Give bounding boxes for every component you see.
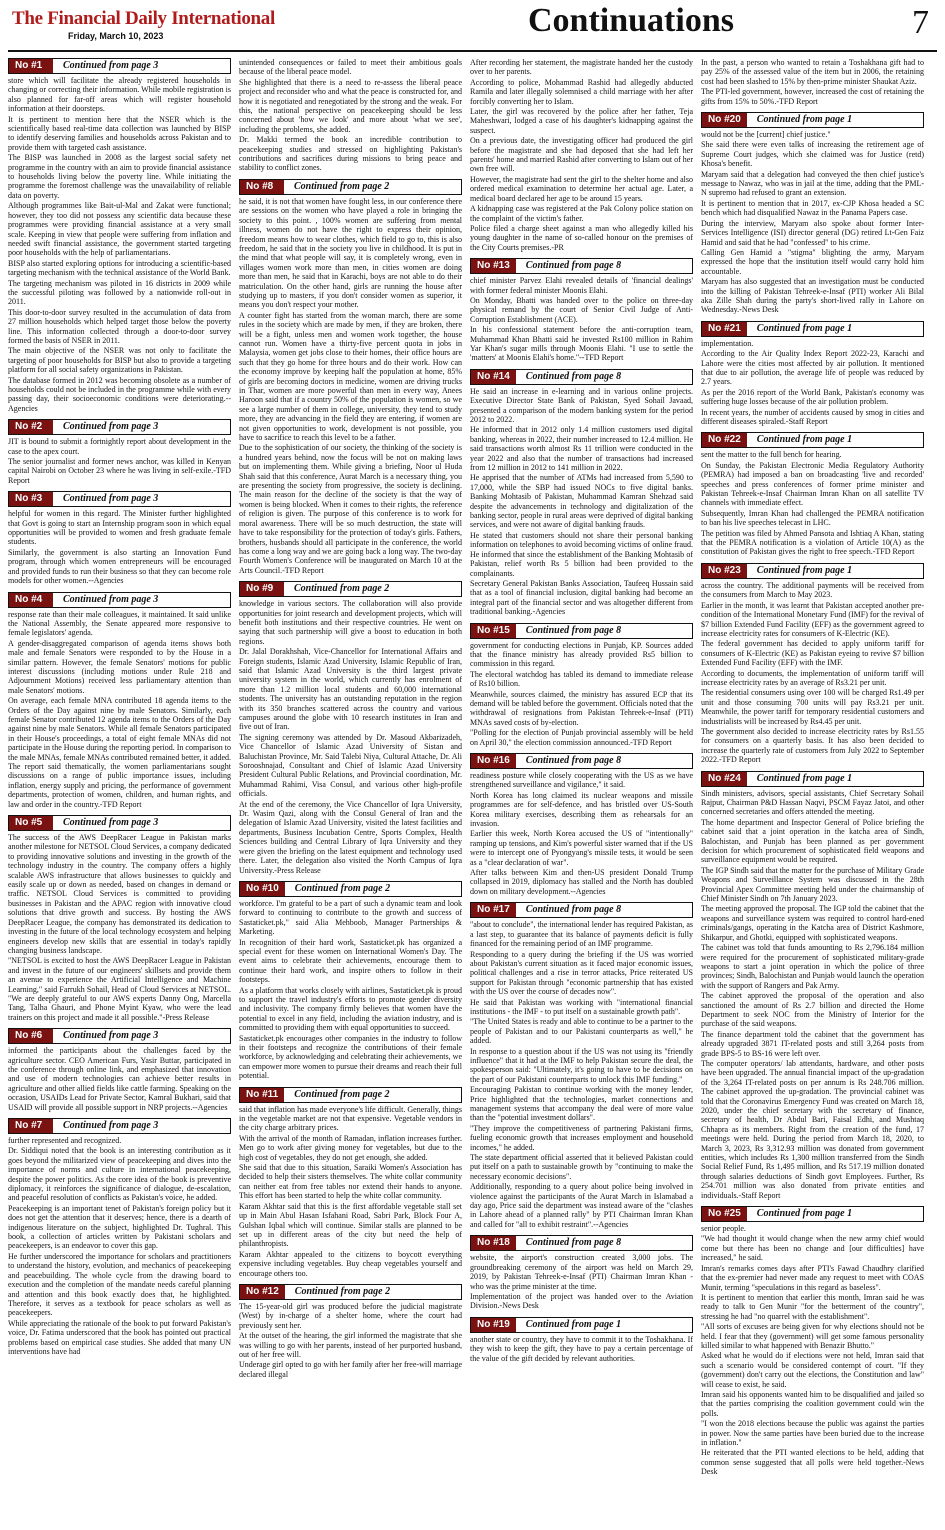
article-header	[701, 771, 924, 787]
continued-from-label: Continued from page 2	[294, 583, 390, 595]
paragraph: sent the matter to the full bench for hearing.	[701, 450, 842, 460]
article-header	[8, 1118, 231, 1134]
article-header	[470, 623, 693, 639]
paragraph: The cabinet approved the proposal of the operation and also sanctioned the amount of Rs 2.7 billion and directed the Home Department to seek NOC from the Ministry of Interior for the purchase of the said weapons.	[701, 991, 924, 1029]
paragraph: chief minister Parvez Elahi revealed details of 'financial dealings' with former federal minister Moonis Elahi.	[470, 276, 693, 295]
article	[470, 58, 693, 252]
article	[8, 1028, 231, 1112]
article-number: No #18	[471, 1236, 516, 1250]
paragraph: The senior journalist and former news anchor, was killed in Kenyan capital Nairobi on October 23 where he was living in self-exile.-TFD Report	[8, 457, 231, 485]
paragraph: another state or country, they have to commit it to the Toshakhana. If they wish to keep the gift, they have to pay a certain percentage of the value of the gift decided by relevant authorities.	[470, 1334, 693, 1363]
article-header	[701, 563, 924, 579]
paragraph: Karam Akhtar said that this is the first affordable vegetable stall set up in Main Abul Hasan Isfahani Road, Sabri Park, Block Four A, Gulshan Iqbal which will continue. Similar stalls are planned to be set up in different areas of the city but need the help of philanthropists.	[239, 1201, 462, 1249]
paragraph: Underage girl opted to go with her family after her free-will marriage declared illegal	[239, 1360, 462, 1379]
article	[701, 1206, 924, 1477]
article-body	[470, 771, 693, 896]
article-body	[701, 1224, 924, 1477]
paragraph: The computer operators/ lab attendants, hardware, and other posts have been upgraded. The annual financial impact of the up-gradation of the 3,264 IT-related posts on per annum is Rs 248.706 million. The cabinet approved the up-gradation. The provincial cabinet was told that the Coronavirus Emergency Fund was created on March 18, 2020, under the chief secretary with the secretary of finance, secretary of health, Dr Abdul Bari, Faisal Edhi, and Mushtaq Chhapra as its members. Right from the creation of the fund, 17 meetings were held. During the period from March 18, 2020, to March 3, 2023, Rs 3,312.93 million was donated from government entities, which includes Rs 1,300 million transferred from the Sindh Social Relief Fund, Rs 1,495 million, and Rs 517.19 million donated through salaries deductions of Sindh govt Employees. Further, Rs 254.701 million was also donated from private entities and individuals.-Staff Report	[701, 1058, 924, 1200]
article-number: No #20	[702, 113, 747, 127]
paragraph: The 15-year-old girl was produced before the judicial magistrate (West) by in-charge of a shelter home, where the court had previously sent her.	[239, 1301, 462, 1330]
paragraph: The targeting mechanism was piloted in 16 districts in 2009 while the successful piloting was followed by a nationwide roll-out in 2011.	[8, 278, 231, 307]
paragraph: As per the 2016 report of the World Bank, Pakistan's economy was suffering huge losses because of the air pollution problem.	[701, 387, 924, 407]
paragraph: government for conducting elections in Punjab, KP. Sources added that the finance ministry has already provided Rs5 billion to commission in this regard.	[470, 640, 693, 669]
paragraph: store which will facilitate the already registered households in changing or correcting their information. While mobile registration is also planned for far-off areas which will register household information at their doorsteps.	[8, 76, 231, 114]
paragraph: Implementation of the project was handed over to the Aviation Division.-News Desk	[470, 1291, 693, 1311]
column-1	[8, 58, 231, 1526]
article	[470, 623, 693, 747]
continued-from-label: Continued from page 1	[756, 564, 853, 576]
continued-from-label: Continued from page 1	[756, 322, 853, 334]
paragraph: "All sorts of excuses are being given for why elections should not be held. I fear that they (government) will get some famous personality killed similar to what happened with Benazir Bhutto."	[701, 1322, 924, 1350]
paragraph: The cabinet was told that funds amounting to Rs 2,796.184 million were required for the procurement of sophisticated military-grade weapons to start a joint operation in which the police of three provinces; Sindh, Balochistan and Punjab would launch the operation with the support of Rangers and Pak Army.	[701, 943, 924, 990]
continued-from-label: Continued from page 8	[525, 624, 622, 636]
paragraph: further represented and recognized.	[8, 1136, 122, 1145]
paragraph: website, the airport's construction created 3,000 jobs. The groundbreaking ceremony of the airport was held on March 29, 2019, by Pakistan Tehreek-e-Insaf (PTI) Chairman Imran Khan - who was the prime minister at the time.	[470, 1253, 693, 1291]
article-number: No #21	[702, 322, 747, 336]
paragraph: Calling Gen Hamid a "stigma" blighting the army, Maryam expressed the hope that the institution itself would carry hold him accountable.	[701, 247, 924, 276]
article-body	[701, 581, 924, 765]
paragraph: A kidnapping case was registered at the Pak Colony police station on the complaint of the victim's father.	[470, 204, 693, 223]
article-body	[701, 450, 924, 556]
paragraph: Imran said his opponents wanted him to be disqualified and jailed so that the parties comprising the coalition government could win the polls.	[701, 1389, 924, 1418]
paragraph: The IGP Sindh said that the matter for the purchase of Military Grade Weapons and Surveillance System was discussed in the 28th Provincial Apex Committee meeting held under the chairmanship of Chief Minister Sindh on 7th January 2023.	[701, 865, 924, 904]
paragraph: This door-to-door survey resulted in the accumulation of data from 27 million households which helped target those below the poverty line. This information collected through a door-to-door survey formed the basis of NSER in 2011.	[8, 307, 231, 345]
paragraph: In response to a question about if the US was not using its "friendly influence" that it had at the IMF to help Pakistan secure the deal, the spokesperson said: "Ultimately, it's going to have to be decisions on the part of our Pakistani counterparts to unlock this IMF funding."	[470, 1046, 693, 1084]
article-body	[239, 1302, 462, 1379]
paragraph: He apprised that the number of ATMs had increased from 5,590 to 17,000, while the SBP had issued NOCs to five digital banks. Banking Mohtasib of Pakistan, Muhammad Kamran Shehzad said despite the advancements in technology and digitalization of the banking sector, people in rural areas were deprived of digital banking services, and were not aware of digital banking frauds.	[470, 473, 693, 530]
paragraph: Later, the girl was recovered by the police after her father, Teja Maheshwari, lodged a case of his daughter's kidnapping against the suspect.	[470, 107, 693, 135]
paragraph: While appreciating the rationale of the book to put forward Pakistan's voice, Dr. Fatima underscored that the book has pointed out practical problems based on empirical case studies. She added that many UN interventions have had	[8, 1318, 231, 1356]
continued-from-label: Continued from page 1	[756, 114, 853, 126]
paragraph: Earlier this week, North Korea accused the US of "intentionally" ramping up tensions, and Kim's powerful sister warned that if the US were to intercept one of Pyongyang's missile tests, it would be seen as a "clear declaration of war".	[470, 829, 693, 867]
paragraph: It is pertinent to mention here that the NSER which is the scientifically based real-time data collection was launched by BISP to identify deserving families and households across Pakistan and to provide them with targeted cash assistance.	[8, 114, 231, 152]
article-body	[239, 899, 462, 1081]
article-number: No #16	[471, 754, 516, 768]
paragraph: Sastaticket.pk encourages other companies in the industry to follow in their footsteps and recognize the contributions of their female workforce, by acknowledging and celebrating their achievements, we can empower more women to pursue their dreams and reach their full potential.	[239, 1033, 462, 1081]
article-header	[239, 1284, 462, 1300]
article-body	[8, 509, 231, 585]
paragraph: He said that Pakistan was working with "international financial institutions - the IMF - to put itself on a sustainable growth path".	[470, 997, 693, 1016]
article-number: No #13	[471, 259, 516, 273]
article-number: No #15	[471, 624, 516, 638]
article-body	[239, 58, 462, 173]
article	[8, 58, 231, 413]
paragraph: Secretary General Pakistan Banks Association, Taufeeq Hussain said that as a tool of financial inclusion, digital banking had become an integral part of the financial sector and was altogether different from traditional banking.-Agencies	[470, 578, 693, 617]
article-body	[239, 599, 462, 875]
paragraph: The electoral watchdog has tabled its demand to immediate release of Rs10 billion.	[470, 669, 693, 689]
article-header	[8, 592, 231, 608]
paragraph: Similarly, the government is also starting an Innovation Fund program, through which women entrepreneurs will be encouraged and provided funds to run their business so that they can become role models for other women.--Agencies	[8, 547, 231, 586]
paragraph: helpful for women in this regard. The Minister further highlighted that Govt is going to start an Internship program soon in which equal opportunities will be provided to women and fresh graduate female students.	[8, 509, 231, 547]
article	[239, 179, 462, 575]
paragraph: Although programmes like Bait-ul-Mal and Zakat were functional; however, they too did not possess any scientific data because these programmes were providing financial assistance at a very small scale. Keeping in view that people were suffering from inflation and needed swift financial assistance, the government started targeting poor households with the help of parliamentarians.	[8, 201, 231, 258]
article-number: No #24	[702, 772, 747, 786]
article	[8, 491, 231, 585]
article-body	[470, 58, 693, 252]
continued-from-label: Continued from page 2	[294, 882, 391, 894]
article	[8, 419, 231, 485]
paragraph: On Monday, Bhatti was handed over to the police on three-day physical remand by the court of Senior Civil Judge of Anti-Corruption Establishment (ACE).	[470, 295, 693, 324]
paragraph: "Polling for the election of Punjab provincial assembly will be held on April 30," the election commission announced.-TFD Report	[470, 728, 693, 747]
article-header	[701, 112, 924, 128]
column-3	[470, 58, 693, 1526]
article-number: No #5	[9, 816, 53, 830]
paragraph: "The United States is ready and able to continue to be a partner to the people of Pakistan and to our Pakistani counterparts as well," he added.	[470, 1017, 693, 1046]
article-columns	[0, 52, 945, 1526]
article-header	[239, 881, 462, 897]
article-header	[239, 1087, 462, 1103]
article-header	[8, 419, 231, 435]
paragraph: In recent years, the number of accidents caused by smog in cities and different diseases spiraled.-Staff Report	[701, 407, 924, 426]
paragraph: Police filed a charge sheet against a man who allegedly killed his young daughter in the name of so-called honour on the premises of the City Courts premises.-PR	[470, 223, 693, 252]
article-body	[8, 437, 231, 485]
paragraph: He informed that in 2012 only 1.4 million customers used digital banking, whereas in 2022, their number increased to 12.4 million. He said transactions worth almost Rs 11 trillion were conducted in the year 2022 and also that the number of transactions had increased from 12 million in 2012 to 141 million in 2022.	[470, 425, 693, 473]
paragraph: It is pertinent to mention that in 2017, ex-CJP Khosa headed a SC bench which had disqualified Nawaz in the Panama Papers case.	[701, 198, 924, 218]
paragraph: senior people.	[701, 1224, 746, 1234]
article-number: No #10	[240, 882, 285, 896]
article	[239, 58, 462, 173]
paragraph: Karam Akhtar appealed to the citizens to boycott everything expensive including vegetables. Buy cheap vegetables yourself and encourage others too.	[239, 1249, 462, 1278]
paragraph: According to documents, the implementation of uniform tariff will increase electricity rates by an average of Rs3.21 per unit.	[701, 668, 924, 687]
paragraph: The success of the AWS DeepRacer League in Pakistan marks another milestone for NETSOL Cloud Services, a company dedicated to providing innovative solutions and investing in the growth of the technology industry in the country. The company offers a highly scalable AWS infrastructure that allows businesses to quickly and easily scale up or down as needed, based on changes in demand or traffic. NETSOL Cloud Services is committed to providing businesses in Pakistan and the APAC region with innovative cloud solutions that drive growth and success. By hosting the AWS DeepRacer League, the company has demonstrated its dedication to investing in the future of the local technology ecosystem and helping engineers develop new skills that are essential in today's rapidly changing business landscape.	[8, 833, 231, 955]
column-4	[701, 58, 924, 1526]
paragraph: "They improve the competitiveness of partnering Pakistani firms, fueling economic growth that increases employment and household incomes," he added.	[470, 1123, 693, 1152]
newspaper-title: The Financial Daily International	[12, 8, 275, 29]
paragraph: He further underscored the importance for scholars and practitioners to understand the history, evolution, and mechanics of peacekeeping and peacebuilding. The whole cycle from the drawing board to execution and the completion of the mandate needs careful planning and attention and this book exactly does that, he highlighted. Therefore, it serves as a textbook for peace scholars as well as peacekeepers.	[8, 1251, 231, 1318]
continued-from-label: Continued from page 8	[525, 904, 622, 916]
paragraph: JIT is bound to submit a fortnightly report about development in the case to the apex court.	[8, 437, 231, 456]
paragraph: North Korea has long claimed its nuclear weapons and missile programmes are for self-defence, and has bristled over US-South Korea military exercises, describing them as rehearsals for an invasion.	[470, 790, 693, 829]
article	[8, 1118, 231, 1356]
continued-from-label: Continued from page 1	[756, 772, 853, 784]
article-number: No #14	[471, 370, 516, 384]
article-body	[701, 339, 924, 427]
article-body	[470, 1335, 693, 1363]
paragraph: At the outset of the hearing, the girl informed the magistrate that she was willing to go with her parents, instead of her purported husband, out of her free will.	[239, 1331, 462, 1359]
paragraph: She said there were even talks of increasing the retirement age of Supreme Court judges, which she claimed was for Justice (retd) Khosa's benefit.	[701, 140, 924, 169]
paragraph: "NETSOL is excited to host the AWS DeepRacer League in Pakistan and invest in the future of our engineers' skillsets and provide them an avenue to experience the Artificial Intelligence and Machine Learning," said Farrukh Sohail, Head of Cloud Services at NETSOL. "We are deeply grateful to our AWS experts Danny Ong, Marcella Tang, Talha Ghauri, and Phone Myint Kyaw, who were the lead trainers on this project and made it all possible."-Press Release	[8, 956, 231, 1022]
article-body	[8, 76, 231, 413]
article	[239, 581, 462, 875]
article-header	[470, 1235, 693, 1251]
article	[470, 258, 693, 363]
article	[701, 432, 924, 556]
paragraph: The residential consumers using over 100 will be charged Rs1.49 per unit and those consuming 700 units will pay Rs3.21 per unit. Meanwhile, the power tariff for temporary residential customers and industrialists will be increased by Rs4.45 per unit.	[701, 688, 924, 726]
column-2	[239, 58, 462, 1526]
article-header	[239, 581, 462, 597]
paragraph: However, the magistrate had sent the girl to the shelter home and also ordered medical examination to determine her actual age. Later, a medical board declared her age to be around 15 years.	[470, 174, 693, 203]
continued-from-label: Continued from page 3	[63, 60, 159, 71]
article-header	[701, 321, 924, 337]
paragraph: After talks between Kim and then-US president Donald Trump collapsed in 2019, diplomacy has stalled and the North has doubled down on military development.--Agencies	[470, 868, 693, 896]
continued-from-label: Continued from page 3	[63, 421, 159, 433]
paragraph: Dr. Jalal Dorakhshah, Vice-Chancellor for International Affairs and Foreign students, Islamic Azad University, Islamic Republic of Iran, said that Islamic Azad University is the third largest private university system in the world, which currently has enrolment of more than 1.2 million local students and 60,000 international students. The university has an outstanding reputation in the region with its 350 branches scattered across the country and various campuses around the globe with 10 research institutes in Iran and five out of Iran.	[239, 647, 462, 732]
article-body	[8, 610, 231, 810]
article	[701, 112, 924, 315]
paragraph: The PTI-led government, however, increased the cost of retaining the gifts from 15% to 50%.-TFD Report	[701, 87, 924, 106]
paragraph: Subsequently, Imran Khan had challenged the PEMRA notification to ban his live speeches telecast in LHC.	[701, 508, 924, 528]
paragraph: across the country. The additional payments will be received from the consumers from March to May 2023.	[701, 580, 924, 600]
article	[470, 1317, 693, 1363]
continued-from-label: Continued from page 2	[294, 180, 390, 192]
paragraph: The BISP was launched in 2008 as the largest social safety net programme in the country with an aim to provide financial assistance to households living below the poverty line. While initiating the programme the foremost challenge was the unavailability of reliable data on poverty.	[8, 153, 231, 200]
article	[701, 58, 924, 106]
article-body	[470, 641, 693, 747]
paragraph: Encouraging Pakistan to continue working with the money lender, Price highlighted that the technologies, market connections and management systems that accompany the deal were of more value than the "potential investment dollars".	[470, 1085, 693, 1123]
paragraph: With the arrival of the month of Ramadan, inflation increases further. Men go to work after giving money for vegetables, but due to the high cost of vegetables, they do not get enough, she added.	[239, 1133, 462, 1162]
article-body	[470, 387, 693, 617]
paragraph: After recording her statement, the magistrate handed her the custody over to her parents.	[470, 58, 693, 77]
paragraph: Peacekeeping is an important tenet of Pakistan's foreign policy but it does not get the attention that it deserves; hence, there is a dearth of indigenous literature on the subject, highlighted Dr. Tughral. This book, a collection of articles written by Pakistani scholars and peacekeepers, is an endeavor to cover this gap.	[8, 1203, 231, 1251]
continued-from-label: Continued from page 3	[63, 593, 159, 605]
paragraph: The database formed in 2012 was becoming obsolete as a number of households could not be included in the programme while with every passing day, their socioeconomic conditions were deteriorating.--Agencies	[8, 375, 231, 413]
article-header	[470, 1317, 693, 1333]
continued-from-label: Continued from page 2	[294, 1088, 390, 1100]
article-body	[470, 276, 693, 363]
paragraph: During the interview, Maryam also spoke about former Inter-Services Intelligence (ISI) director general (DG) retired Lt-Gen Faiz Hamid and said that he had "confessed" to his crime.	[701, 218, 924, 247]
continued-from-label: Continued from page 8	[525, 370, 622, 382]
article-number: No #11	[240, 1088, 284, 1102]
paragraph: workforce. I'm grateful to be a part of such a dynamic team and look forward to continuing to contribute to the growth and success of Sastaticket.pk," said Alia Mehboob, Manager Partnerships & Marketing.	[239, 898, 462, 937]
article	[470, 369, 693, 617]
article-number: No #2	[9, 420, 53, 434]
article-number: No #22	[702, 433, 747, 447]
continued-from-label: Continued from page 8	[525, 755, 622, 766]
paragraph: Due to the sophistication of our society, the thinking of the society is a hundred years behind, now the focus will be not on making laws but on implementing them. While giving a briefing, Noor ul Huda Shah said that this conference, Aurat March is a necessary thing, you are presenting the society from progressive, the society is declining. The main reason for the decline of the society is that the way of women is being blocked. When it comes to their rights, the reference of religion is given. The purpose of this conference is to work for moral awareness. There will be so much destruction, the state will have to take responsibility for the protection of today's girls. Fathers, brothers, husbands should all participate in the conference, the world has come a long way and we are going back a long way. The two-day Fourth Women's Conference will be inaugurated on March 10 at the Arts Council.-TFD Report	[239, 443, 462, 575]
article-number: No #4	[9, 593, 53, 607]
paragraph: It is pertinent to mention that earlier this month, Imran said he was ready to talk to Gen Munir "for the betterment of the country", stressing he had "no quarrel with the establishment".	[701, 1292, 924, 1321]
paragraph: The finance department told the cabinet that the government has already upgraded 3871 IT-related posts and still 3,264 posts from grade BPS-5 to BS-16 were left over.	[701, 1029, 924, 1058]
article	[470, 753, 693, 896]
paragraph: At the end of the ceremony, the Vice Chancellor of Iqra University, Dr. Wasim Qazi, along with the Consul General of Iran and the delegation of Islamic Azad University, visited the latest facilities and departments, Business Incubation Centre, Sports Complex, Health Sciences building and Central Library of Iqra University and they were given the briefing on the latest equipment and technology used there. Later, the delegation also visited the North Campus of Iqra University.-Press Release	[239, 799, 462, 875]
article	[239, 1284, 462, 1379]
article-header	[8, 58, 231, 74]
paragraph: implementation.	[701, 338, 754, 348]
article-number: No #23	[702, 564, 747, 578]
masthead	[8, 0, 937, 52]
article	[239, 1087, 462, 1278]
paragraph: The petition was filed by Ahmed Pansota and Ishtiaq A Khan, stating that the PEMRA notification is a violation of Article 10(A) as the constitution of Pakistan gives the right to free speech.-TFD Report	[701, 528, 924, 557]
paragraph: response rate than their male colleagues, it maintained. It said unlike the National Assembly, the Senate appeared more responsive to female legislators' agenda.	[8, 609, 231, 638]
article-header	[8, 1028, 231, 1044]
article-header	[470, 753, 693, 769]
article-number: No #25	[702, 1207, 747, 1221]
article-header	[8, 815, 231, 831]
paragraph: The signing ceremony was attended by Dr. Masoud Akbarizadeh, Vice Chancellor of Islamic Azad University of Sistan and Baluchistan Province, Mr. Said Talebi Niya, Cultural Attache, Dr. Ali Sorooshnajad, Consultant and Chief of Islamic Azad University President Cultural Public Relations, and Provincial coordination, Mr. Muhammad Rahimi, Visa Consul, and various other high-profile officials.	[239, 732, 462, 799]
paragraph: Responding to a query during the briefing if the US was worried about Pakistan's current situation as it faced major economic issues, political challenges and a rise in terror attacks, Price reiterated US support for Pakistan through "economic partnership that has existed with the US over the course of decades now".	[470, 949, 693, 997]
article-header	[470, 369, 693, 385]
article-body	[8, 1136, 231, 1356]
paragraph: In the past, a person who wanted to retain a Toshakhana gift had to pay 25% of the assessed value of the item but in 2006, the retaining cost had been slashed to 15% by then-prime minister Shaukat Aziz.	[701, 58, 924, 86]
paragraph: A gender-disaggregated comparison of agenda items shows both male and female Senators were responded to by the House in a similar pattern. However, the female Senators' motions for public interest discussions (including motions under Rule 218 and Adjournment Motions) received less parliamentary attention than male Senators' motions.	[8, 638, 231, 695]
paragraph: unintended consequences or failed to meet their ambitious goals because of the liberal peace model.	[239, 58, 462, 77]
article-number: No #19	[471, 1318, 516, 1332]
paragraph: The meeting approved the proposal. The IGP told the cabinet that the weapons and surveillance system was required to control hard-ened criminals/gangs, operating in the Katcha area of District Kashmore, Shikarpur, and Ghotki, equipped with sophisticated weapons.	[701, 904, 924, 942]
article-header	[701, 432, 924, 448]
article-body	[239, 1105, 462, 1278]
paragraph: informed the participants about the challenges faced by the agriculture sector. CEO American Furs, Yasir Buttar, participated in the conference through online link, and emphasized that innovation and use of modern technologies can achieve better results in agriculture and other allied fields like cattle farming. Speaking on the occasion, USAIDs Lead for Private Sector, Kamral Bukhari, said that USAID will provide all possible support in NRP projects.--Agencies	[8, 1046, 231, 1112]
paragraph: Additionally, responding to a query about police being involved in violence against the participants of the Aurat March in Islamabad a day ago, Price said the department was instead aware of the "clashes in Lahore ahead of a planned rally" by PTI Chairman Imran Khan and called for "all to exhibit restraint".--Agencies	[470, 1182, 693, 1229]
article	[470, 902, 693, 1229]
paragraph: BISP also started exploring options for introducing a scientific-based targeting mechanism with the technical assistance of the World Bank.	[8, 258, 231, 278]
paragraph: According to police, Mohammad Rashid had allegedly abducted Ramila and later illegally solemnised a child marriage with her after forcibly converting her to Islam.	[470, 77, 693, 106]
article-number: No #8	[240, 180, 284, 194]
continued-from-label: Continued from page 1	[756, 434, 853, 446]
article-header	[701, 1206, 924, 1222]
article-header	[8, 491, 231, 507]
article-body	[701, 58, 924, 106]
continued-from-label: Continued from page 3	[63, 1120, 159, 1131]
paragraph: Asked what he would do if elections were not held, Imran said that such a scenario would be considered contempt of court. "If they (government) don't carry out the elections, the Constitution and law" will cease to exist, he said.	[701, 1351, 924, 1389]
article-number: No #9	[240, 582, 284, 596]
paragraph: The main objective of the NSER was not only to facilitate the targeting of poor households for BISP but also to provide a targeting platform for all social safety organizations in Pakistan.	[8, 346, 231, 375]
continued-from-label: Continued from page 8	[525, 1237, 622, 1249]
article-body	[8, 833, 231, 1022]
article-number: No #7	[9, 1119, 53, 1133]
paragraph: would not be the [current] chief justice."	[701, 130, 831, 140]
paragraph: According to the Air Quality Index Report 2022-23, Karachi and Lahore were the cities most affected by air pollution. It mentioned that due to air pollution, the average life of people was reduced by 2.7 years.	[701, 349, 924, 387]
paragraph: readiness posture while closely cooperating with the US as we have strengthened surveillance and vigilance," it said.	[470, 771, 693, 790]
paragraph: In his confessional statement before the anti-corruption team, Muhammad Khan Bhatti said he invested Rs100 million in Rahim Yar Khan's sugar mills through Moonis Elahi. "I use to settle the 'matters' at Moonis Elahi's home."--TFD Report	[470, 325, 693, 363]
continued-from-label: Continued from page 3	[63, 493, 159, 505]
article-body	[701, 789, 924, 1200]
paragraph: In recognition of their hard work, Sastaticket.pk has organized a special event for these women on International Women's Day. The event aims to celebrate their achievements, encourage them to continue their hard work, and inspire others to follow in their footsteps.	[239, 937, 462, 985]
paragraph: Dr. Siddiqui noted that the book is an interesting contribution as it goes beyond the militarized view of peacekeeping and dives into the importance of norms and culture in international peacekeeping, despite the power politics. As the core idea of the book is preventive diplomacy, it reinforces the significance of dialogue, de-escalation, and peaceful resolution of conflicts as Pakistan's voice, he added.	[8, 1146, 231, 1203]
paragraph: Dr. Makki termed the book an incredible contribution to peacekeeping studies and stressed on highlighting Pakistan's contributions and sacrifices during missions to bring peace and stability to conflict zones.	[239, 135, 462, 173]
article-header	[470, 258, 693, 274]
section-title: Continuations	[528, 2, 734, 39]
continued-from-label: Continued from page 3	[63, 1030, 159, 1042]
paragraph: On average, each female MNA contributed 18 agenda items to the Orders of the Day against nine by male Senators. Similarly, each female Senator contributed 12 agenda items to the Orders of the Day against nine by male Senators. While all female Senators participated in their House's proceedings, a total of eight female MNAs did not participate in the House during the reporting period. In comparison to the male MNAs, female MNAs contributed remained better, it added. The report said thematically, the women parliamentarians sought discussions on a range of public importance issues, including inflation, energy supply and pricing, the performance of government departments, protection of women, children, and human rights, and law and order in the country.-TFD Report	[8, 696, 231, 809]
page-number: 7	[912, 4, 929, 41]
paragraph: She highlighted that there is a need to re-assess the liberal peace project and reconsider who and what the peace is constructed for, and how it is negotiated and renegotiated by the strong and the weak. For this, the national perspective on peacekeeping should be less concerned about 'how we look' and more about 'what we see', including the problems, she added.	[239, 77, 462, 134]
paragraph: said that inflation has made everyone's life difficult. Generally, things in the vegetable market are not that expensive. Vegetable vendors in the city charge arbitrary prices.	[239, 1104, 462, 1133]
paragraph: Earlier in the month, it was learnt that Pakistan accepted another pre-condition of the International Monetary Fund (IMF) for the revival of $7 billion Extended Fund Facility (EFF) as the government agreed to increase electricity rates for consumers of K-Electric (KE).	[701, 600, 924, 638]
article-number: No #3	[9, 492, 53, 506]
continued-from-label: Continued from page 1	[525, 1318, 622, 1330]
article-number: No #12	[240, 1285, 285, 1299]
article	[701, 563, 924, 765]
paragraph: He reiterated that the PTI wanted elections to be held, adding that common sense suggested that all polls were held together.-News Desk	[701, 1448, 924, 1477]
paragraph: he said, it is not that women have fought less, in our conference there are sessions on the women who have played a role in bringing the society to this point. , 100% women are suffering from mental illness, women do not have the right to express their opinion, freedom means how to wear clothes, which field to go to, this is also freedom, he said that in the society you live in childhood. It is put in the mind that what people will say, it is completely wrong, even in villages women work more than men, in cities women are doing more than men, he said that in Karachi, boys are not able to do their matriculation. On the other hand, girls are running the house after studying up to masters, if you don't consider women as superior, it means you don't respect your mother.	[239, 196, 462, 310]
article	[8, 815, 231, 1022]
continued-from-label: Continued from page 8	[525, 260, 622, 272]
paragraph: Imran's remarks comes days after PTI's Fawad Chaudhry clarified that the ex-premier had never made any request to meet with COAS Munir, terming "speculations in this regard as baseless".	[701, 1263, 924, 1292]
paragraph: Maryam said that a delegation had conveyed the then chief justice's message to Nawaz, who was in jail at the time, adding that the PML-N supremo had refused to grant an extension.	[701, 169, 924, 198]
article-number: No #6	[9, 1029, 53, 1043]
paragraph: "about to conclude", the international lender has required Pakistan, as a last step, to guarantee that its balance of payments deficit is fully financed for the remaining period of an IMF programme.	[470, 920, 693, 949]
paragraph: "I won the 2018 elections because the public was against the parties in power. Now the same parties have been buried due to the increase in inflation."	[701, 1419, 924, 1447]
article-header	[239, 179, 462, 195]
paragraph: Sindh ministers, advisors, special assistants, Chief Secretary Sohail Rajput, Chairman P&D Hassan Naqvi, PSCM Fayaz Jatoi, and other concerned secretaries and offers attended the meeting.	[701, 788, 924, 817]
article-body	[701, 130, 924, 315]
paragraph: knowledge in various sectors. The collaboration will also provide opportunities for joint research and development projects, which will benefit both institutions and their respective countries. He went on saying that such partnership will give a boost to education in both regions.	[239, 599, 462, 646]
paragraph: She said that due to this situation, Saraiki Women's Association has decided to help their sisters themselves. The white collar community can neither eat from free tables nor extend their hands to anyone. This effort has been started to help the white collar community.	[239, 1163, 462, 1201]
continued-from-label: Continued from page 2	[294, 1285, 391, 1297]
continued-from-label: Continued from page 1	[756, 1208, 853, 1220]
article	[239, 881, 462, 1081]
article-body	[470, 1253, 693, 1310]
paragraph: Meanwhile, sources claimed, the ministry has assured ECP that its demand will be tabled before the government. Officials noted that the withdrawal of resignations from Pakistan Tehreek-e-Insaf (PTI) MNAs saved costs of by-election.	[470, 689, 693, 727]
article-header	[470, 902, 693, 918]
article-body	[8, 1046, 231, 1112]
paragraph: The federal government has decided to apply uniform tariff for consumers of K-Electric (KE) as Pakistan eyeing to revive $7 billion Extended Fund Facility (EFF) with the IMF.	[701, 639, 924, 668]
article	[8, 592, 231, 810]
continued-from-label: Continued from page 3	[63, 817, 159, 829]
paragraph: On a previous date, the investigating officer had produced the girl before the magistrate and she had deposed that she had left her parents' home and married Rashid after converting to Islam out of her own free will.	[470, 136, 693, 174]
paragraph: Maryam has also suggested that an investigation must be conducted into the killing of Pakistan Tehreek-e-Insaf (PTI) worker Ali Bilal aka Zille Shah during the party's short-lived rally in Lahore on Wednesday.-News Desk	[701, 277, 924, 315]
paragraph: A counter fight has started from the woman march, there are some rules in the society which are made by men, if they are broken, there will be a fight, unless men and women work together, the house cannot run. Women have a thirty-five percent quota in jobs in Malaysia, women get jobs close to their homes, their office hours are such that they go home for three hours and do their work. How can the economy improve by keeping half the population at home, 85% of girls are becoming doctors in medicine, women are driving trucks in Thar, women are more powerful than men in every way, Anees Haroon said that if a country 50% of the population is women, so we see a large number of them in college, university, they tend to study more, they are advancing in the field they are entering, if women are not given opportunities to work, development is not possible, you have to sacrifice to reach this level to be a father.	[239, 310, 462, 443]
paragraph: As a platform that works closely with airlines, Sastaticket.pk is proud to support the travel industry's efforts to promote gender diversity and inclusivity. The company firmly believes that women have the potential to excel in any field, including the aviation industry, and is committed to providing them with equal opportunities to succeed.	[239, 985, 462, 1033]
paragraph: On Sunday, the Pakistan Electronic Media Regulatory Authority (PEMRA) had imposed a ban on broadcasting 'live and recorded' speeches and press conferences of former prime minister and Pakistan Tehreek-e-Insaf Chairman Imran Khan on all satellite TV channels with immediate effect.	[701, 460, 924, 508]
article	[701, 321, 924, 427]
paragraph: The state department official asserted that it believed Pakistan could put itself on a path to sustainable growth by "continuing to make the necessary economic decisions".	[470, 1153, 693, 1181]
article-body	[470, 920, 693, 1229]
paragraph: The home department and Inspector General of Police briefing the cabinet said that a joint operation in the katcha area of Sindh, Balochistan, and Punjab has been planned as per government decision for which procurement of sophisticated field weapons and surveillance equipment would be required.	[701, 817, 924, 865]
issue-date: Friday, March 10, 2023	[68, 31, 164, 41]
paragraph: "We had thought it would change when the new army chief would come but there has been no change and [our difficulties] have increased," he said.	[701, 1234, 924, 1263]
paragraph: He said an increase in e-learning and in various online projects. Executive Director State Bank of Pakistan, Syed Sohail Javaad, presented a comparison of the modern banking system for the period 2012 to 2022.	[470, 386, 693, 424]
article-number: No #1	[9, 59, 53, 73]
article-number: No #17	[471, 903, 516, 917]
paragraph: He stated that customers should not share their personal banking information on telephones to avoid becoming victims of online fraud. He informed that since the establishment of the Banking Mohtasib of Pakistan, relief worth Rs 5 billion had been provided to the complainants.	[470, 530, 693, 578]
article-body	[239, 197, 462, 575]
paragraph: The government also decided to increase electricity rates by Rs1.55 for consumers on a quarterly basis. It has also been decided to increase the quarterly rate of customers from July 2022 to September 2022.-TFD Report	[701, 726, 924, 765]
article	[701, 771, 924, 1200]
article	[470, 1235, 693, 1310]
